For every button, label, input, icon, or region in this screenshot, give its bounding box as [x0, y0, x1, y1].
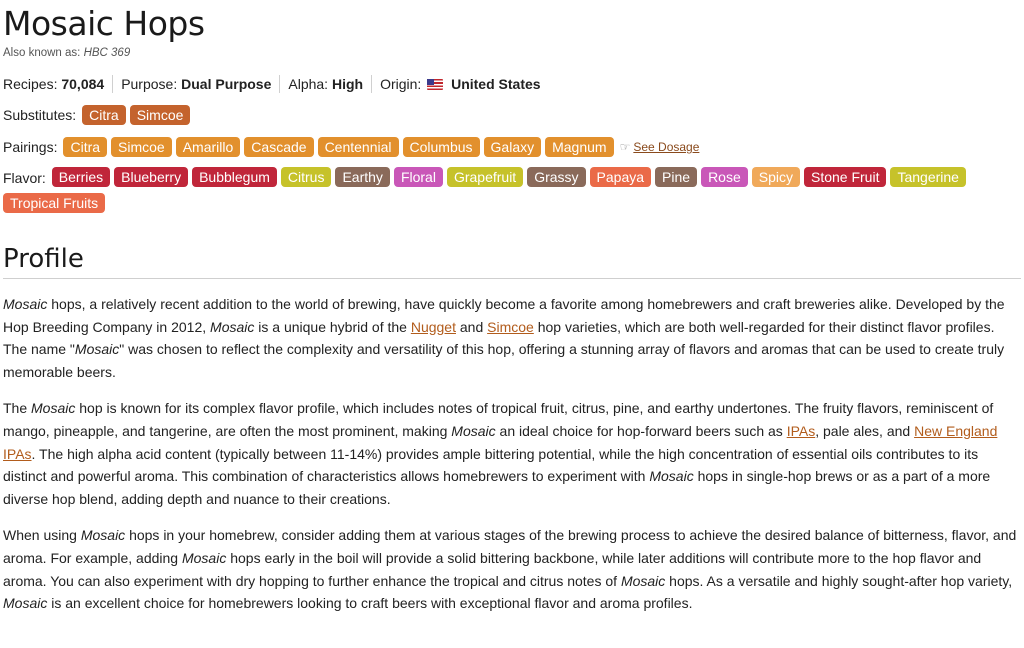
emphasis-text: Mosaic	[181, 549, 227, 566]
link-simcoe[interactable]: Simcoe	[487, 318, 534, 335]
paragraph-text: is a unique hybrid of the	[254, 318, 411, 335]
link-new-england-ipas[interactable]: New England IPAs	[3, 422, 998, 462]
emphasis-text: Mosaic	[451, 422, 496, 439]
pairing-tag-galaxy[interactable]: Galaxy	[484, 137, 542, 157]
profile-paragraph-1	[3, 293, 1021, 383]
stats-bar	[3, 73, 1021, 95]
paragraph-text: The	[3, 400, 32, 417]
flavor-tag-pine[interactable]: Pine	[655, 167, 697, 187]
flavor-tag-bubblegum[interactable]: Bubblegum	[192, 167, 277, 187]
emphasis-text: Mosaic	[31, 400, 76, 417]
also-known-as	[3, 46, 1021, 60]
flavor-tag-blueberry[interactable]: Blueberry	[114, 167, 188, 187]
emphasis-text: Mosaic	[210, 318, 255, 335]
stat-recipes	[3, 75, 113, 93]
aka-value: HBC 369	[83, 47, 131, 59]
page-title: Mosaic Hops	[3, 4, 205, 43]
profile-paragraph-3	[3, 524, 1021, 614]
pairing-tag-citra[interactable]: Citra	[63, 137, 107, 157]
pairing-tag-amarillo[interactable]: Amarillo	[176, 137, 241, 157]
purpose-value: Dual Purpose	[181, 76, 272, 92]
stat-purpose	[121, 75, 280, 93]
paragraph-text: is an excellent choice for homebrewers looking to craft beers with exceptional flavor and aroma profiles.	[47, 595, 693, 612]
paragraph-text: When using	[3, 527, 81, 544]
recipes-value: 70,084	[61, 76, 105, 92]
origin-label: Origin:	[380, 76, 422, 92]
pairings-row	[3, 135, 1021, 159]
paragraph-text: hops, a relatively recent addition to the world of brewing, have quickly become a favorite among homebrewers and craft breweries alike. Developed by the Hop Breeding Company in 2012,	[3, 296, 1005, 335]
recipes-label: Recipes:	[3, 76, 58, 92]
stat-alpha	[288, 75, 372, 93]
emphasis-text: Mosaic	[3, 595, 48, 612]
pointing-hand-icon: ☞	[619, 140, 631, 154]
flavor-label: Flavor:	[3, 170, 46, 186]
origin-value: United States	[451, 76, 541, 92]
flavor-tag-papaya[interactable]: Papaya	[590, 167, 651, 187]
pairings-tags	[63, 135, 617, 159]
paragraph-text: , pale ales, and	[815, 422, 915, 439]
paragraph-text: and	[455, 318, 488, 335]
paragraph-text: hops early in the boil will provide a solid bittering backbone, while later additions will contribute more to the hop flavor and aroma. You can also experiment with dry hopping to further enhance the tropical and citrus notes of	[3, 549, 982, 589]
pairing-tag-centennial[interactable]: Centennial	[318, 137, 399, 157]
aka-label: Also known as:	[3, 47, 81, 59]
pairing-tag-columbus[interactable]: Columbus	[403, 137, 480, 157]
substitute-tag-simcoe[interactable]: Simcoe	[130, 105, 191, 125]
flavor-tag-tropical-fruits[interactable]: Tropical Fruits	[3, 193, 105, 213]
emphasis-text: Mosaic	[80, 527, 126, 544]
see-dosage-link[interactable]: See Dosage	[633, 140, 700, 154]
see-dosage	[620, 140, 700, 154]
emphasis-text: Mosaic	[74, 341, 120, 358]
paragraph-text: " was chosen to reflect the complexity and versatility of this hop, offering a stunning array of flavors and aromas that can be used to create truly memorable beers.	[3, 341, 1005, 380]
emphasis-text: Mosaic	[649, 468, 694, 485]
purpose-label: Purpose:	[121, 76, 178, 92]
paragraph-text: hops. As a versatile and highly sought-after hop variety,	[665, 572, 1013, 589]
paragraph-text: hop varieties, which are both well-regarded for their distinct flavor profiles. The name "	[3, 318, 995, 358]
flavor-tag-spicy[interactable]: Spicy	[752, 167, 800, 187]
substitute-tag-citra[interactable]: Citra	[82, 105, 126, 125]
flavor-tag-stone-fruit[interactable]: Stone Fruit	[804, 167, 886, 187]
substitutes-tags	[82, 103, 194, 127]
alpha-label: Alpha:	[288, 76, 329, 92]
paragraph-text: hops in your homebrew, consider adding them at various stages of the brewing process to achieve the desired balance of bitterness, flavor, and aroma. For example, adding	[3, 527, 1017, 566]
emphasis-text: Mosaic	[3, 296, 48, 312]
profile-paragraph-2	[3, 397, 1021, 510]
stat-origin	[380, 75, 548, 93]
flavor-tag-berries[interactable]: Berries	[52, 167, 110, 187]
emphasis-text: Mosaic	[620, 572, 666, 589]
profile-heading: Profile	[3, 243, 1021, 279]
alpha-value: High	[331, 76, 364, 92]
flavor-tag-grapefruit[interactable]: Grapefruit	[447, 167, 523, 187]
flavor-tag-tangerine[interactable]: Tangerine	[890, 167, 966, 187]
flavor-tag-rose[interactable]: Rose	[701, 167, 748, 187]
pairings-label: Pairings:	[3, 139, 58, 155]
flavor-tag-grassy[interactable]: Grassy	[527, 167, 585, 187]
flavor-tag-citrus[interactable]: Citrus	[281, 167, 332, 187]
substitutes-row	[3, 103, 1021, 127]
pairing-tag-simcoe[interactable]: Simcoe	[111, 137, 172, 157]
substitutes-label: Substitutes:	[3, 107, 77, 123]
paragraph-text: hops in single-hop brews or as a part of a more diverse hop blend, adding depth and nuance to their creations.	[3, 468, 991, 507]
link-nugget[interactable]: Nugget	[410, 318, 456, 335]
pairing-tag-magnum[interactable]: Magnum	[545, 137, 613, 157]
paragraph-text: hop is known for its complex flavor profile, which includes notes of tropical fruit, citrus, pine, and earthy undertones. The fruity flavors, reminiscent of mango, pineapple, and tangerine, are often the most prominent, making	[3, 400, 994, 439]
paragraph-text: . The high alpha acid content (typically between 11-14%) provides ample bittering potential, while the high concentration of essential oils contributes to its distinct and powerful aroma. This combination of characteristics allows homebrewers to experiment with	[3, 445, 979, 485]
flavor-tag-earthy[interactable]: Earthy	[335, 167, 389, 187]
flavor-tag-floral[interactable]: Floral	[394, 167, 443, 187]
paragraph-text: an ideal choice for hop-forward beers such as	[495, 422, 787, 439]
flavor-row	[3, 165, 1021, 217]
pairing-tag-cascade[interactable]: Cascade	[244, 137, 313, 157]
link-ipas[interactable]: IPAs	[786, 422, 816, 439]
us-flag-icon	[427, 79, 443, 90]
